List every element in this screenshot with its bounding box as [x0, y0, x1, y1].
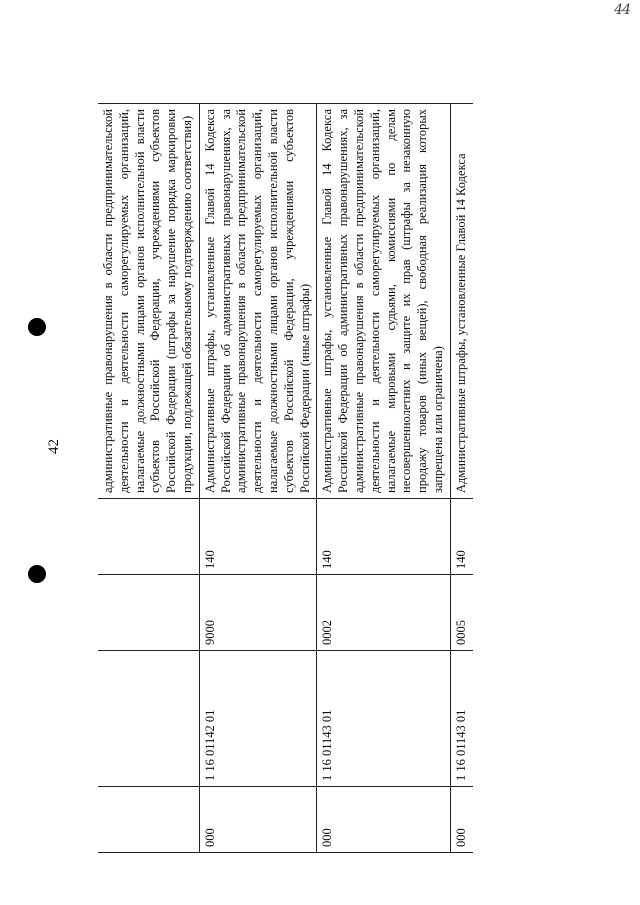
admin-code-cell: 000 — [317, 787, 450, 853]
handwritten-page-mark: 44 — [614, 2, 630, 18]
subtype-code-cell: 9000 — [199, 575, 317, 651]
income-code-cell: 1 16 01142 01 — [199, 651, 317, 787]
table-row — [450, 104, 472, 853]
income-code-cell: 1 16 01143 01 — [317, 651, 450, 787]
kosgu-code-cell: 140 — [450, 499, 472, 575]
kosgu-code-cell: 140 — [317, 499, 450, 575]
admin-code-cell — [98, 787, 199, 853]
subtype-code-cell — [98, 575, 199, 651]
punch-hole-top — [28, 318, 46, 336]
budget-codes-table — [98, 103, 473, 853]
table-row — [98, 104, 199, 853]
admin-code-cell: 000 — [199, 787, 317, 853]
subtype-code-cell: 0005 — [450, 575, 472, 651]
description-cell: Административные штрафы, установленные Главой 14 Кодекса Российской Федерации об административных правонарушениях, за административные правонарушения в области предпринимательской деятельности и деятельности саморегулируемых организаций, налагаемые должностными лицами органов исполнительной власти субъектов Российской Федерации, учреждениями субъектов Российской Федерации (иные штрафы) — [199, 104, 317, 499]
admin-code-cell: 000 — [450, 787, 472, 853]
kosgu-code-cell: 140 — [199, 499, 317, 575]
punch-hole-bottom — [28, 565, 46, 583]
income-code-cell — [98, 651, 199, 787]
description-cell: Административные штрафы, установленные Главой 14 Кодекса Российской Федерации об административных правонарушениях, за административные правонарушения в области предпринимательской деятельности и деятельности саморегулируемых организаций, налагаемые мировыми судьями, комиссиями по делам несовершеннолетних и защите их прав (штрафы за незаконную продажу товаров (иных вещей), свободная реализация которых запрещена или ограничена) — [317, 104, 450, 499]
page-number: 42 — [46, 439, 62, 454]
table-row — [317, 104, 450, 853]
description-cell: административные правонарушения в области предпринимательской деятельности и деятельности саморегулируемых организаций, налагаемые должностными лицами органов исполнительной власти субъектов Российской Федерации, учреждениями субъектов Российской Федерации (штрафы за нарушение порядка маркировки продукции, подлежащей обязательному подтверждению соответствия) — [98, 104, 199, 499]
income-code-cell: 1 16 01143 01 — [450, 651, 472, 787]
kosgu-code-cell — [98, 499, 199, 575]
subtype-code-cell: 0002 — [317, 575, 450, 651]
description-cell: Административные штрафы, установленные Главой 14 Кодекса — [450, 104, 472, 499]
table-row — [199, 104, 317, 853]
rotated-table-wrapper — [98, 103, 584, 853]
